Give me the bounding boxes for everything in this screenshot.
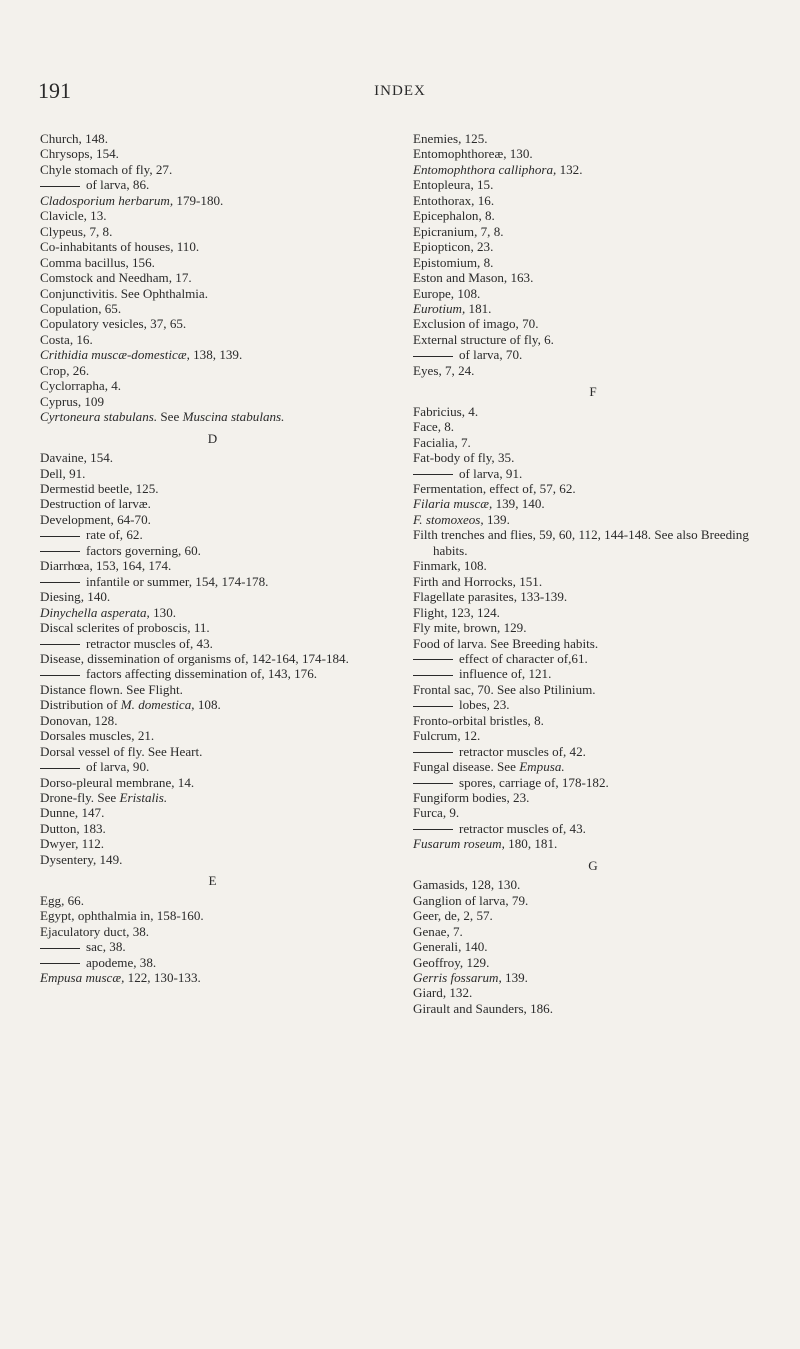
entry-text: Epiopticon, 23. (413, 239, 494, 255)
entry-text: 179-180. (173, 192, 224, 208)
entry-text: Epistomium, 8. (413, 254, 494, 270)
entry-italic-text: Entomophthora calliphora, (413, 161, 557, 177)
entry-text: Fungiform bodies, 23. (413, 790, 530, 806)
entry-text: Entopleura, 15. (413, 177, 494, 193)
index-column-right (413, 131, 773, 1016)
index-entry (40, 775, 385, 790)
index-entry (413, 512, 773, 527)
index-entry (413, 301, 773, 316)
entry-text: Ejaculatory duct, 38. (40, 923, 150, 939)
index-entry (413, 316, 773, 331)
entry-text: influence of, 121. (459, 666, 552, 682)
entry-text: Face, 8. (413, 419, 455, 435)
index-entry (413, 924, 773, 939)
entry-text: Girault and Saunders, 186. (413, 1000, 554, 1016)
entry-text: Chrysops, 154. (40, 146, 119, 162)
index-entry (40, 682, 385, 697)
index-entry (413, 286, 773, 301)
index-entry (40, 378, 385, 393)
entry-text: Egypt, ophthalmia in, 158-160. (40, 908, 204, 924)
index-entry (413, 558, 773, 573)
entry-text: Davaine, 154. (40, 450, 114, 466)
entry-text: lobes, 23. (459, 697, 510, 713)
index-entry (40, 286, 385, 301)
index-entry (413, 419, 773, 434)
index-entry (40, 852, 385, 867)
ditto-dash (40, 551, 80, 552)
entry-text: Dwyer, 112. (40, 836, 105, 852)
index-entry (40, 893, 385, 908)
index-entry (40, 836, 385, 851)
entry-text: Clypeus, 7, 8. (40, 223, 113, 239)
entry-text: Ganglion of larva, 79. (413, 892, 529, 908)
entry-text: Church, 148. (40, 131, 109, 146)
entry-text: 132. (556, 161, 583, 177)
entry-text: Fungal disease. See (413, 759, 520, 775)
entry-text: 181. (465, 300, 492, 316)
entry-text: of larva, 90. (86, 759, 150, 775)
entry-text: retractor muscles of, 43. (459, 820, 586, 836)
entry-italic-text: Filaria muscæ, (413, 496, 493, 512)
index-subentry (413, 651, 773, 666)
index-entry (413, 728, 773, 743)
ditto-dash (40, 536, 80, 537)
index-entry (413, 208, 773, 223)
entry-text: Distance flown. See Flight. (40, 681, 183, 697)
index-entry (413, 404, 773, 419)
entry-text: Diesing, 140. (40, 589, 111, 605)
entry-text: rate of, 62. (86, 527, 143, 543)
index-entry (40, 394, 385, 409)
index-entry (40, 558, 385, 573)
entry-text: Finmark, 108. (413, 558, 487, 574)
index-subentry (413, 466, 773, 481)
entry-text: 138, 139. (189, 347, 243, 363)
entry-text: See (157, 409, 183, 425)
ditto-dash (40, 644, 80, 645)
entry-text: 122, 130-133. (124, 970, 201, 986)
index-subentry (40, 527, 385, 542)
entry-text: Exclusion of imago, 70. (413, 316, 539, 332)
index-entry (413, 255, 773, 270)
index-entry (413, 985, 773, 1000)
entry-text: Dunne, 147. (40, 805, 105, 821)
entry-text: Drone-fly. See (40, 790, 120, 806)
entry-text: Comma bacillus, 156. (40, 254, 155, 270)
entry-text: Cyprus, 109 (40, 393, 105, 409)
entry-text: apodeme, 38. (86, 954, 157, 970)
index-entry (40, 466, 385, 481)
entry-text: spores, carriage of, 178-182. (459, 774, 609, 790)
index-entry (40, 255, 385, 270)
index-subentry (413, 744, 773, 759)
index-entry (413, 131, 773, 146)
entry-text: Eyes, 7, 24. (413, 362, 475, 378)
ditto-dash (40, 963, 80, 964)
entry-text: Geer, de, 2, 57. (413, 908, 493, 924)
entry-text: Fronto-orbital bristles, 8. (413, 712, 544, 728)
entry-text: Giard, 132. (413, 985, 473, 1001)
entry-text: Dermestid beetle, 125. (40, 480, 159, 496)
entry-italic-text: Muscina stabulans. (182, 409, 285, 425)
entry-italic-text: Eristalis. (119, 790, 168, 806)
entry-text: Dorso-pleural membrane, 14. (40, 774, 195, 790)
entry-italic-text: Fusarum roseum, (413, 836, 505, 852)
entry-text: Entomophthoreæ, 130. (413, 146, 533, 162)
index-entry (40, 970, 385, 985)
index-entry (413, 1001, 773, 1016)
index-entry (413, 146, 773, 161)
entry-text: Facialia, 7. (413, 434, 471, 450)
index-entry (413, 270, 773, 285)
index-entry (40, 347, 385, 362)
index-entry (413, 908, 773, 923)
entry-text: Diarrhœa, 153, 164, 174. (40, 558, 172, 574)
entry-text: Food of larva. See Breeding habits. (413, 635, 599, 651)
ditto-dash (413, 829, 453, 830)
entry-text: Crop, 26. (40, 362, 90, 378)
entry-text: effect of character of,61. (459, 650, 588, 666)
index-entry (40, 316, 385, 331)
entry-text: of larva, 70. (459, 347, 523, 363)
entry-text: Genae, 7. (413, 923, 463, 939)
ditto-dash (40, 675, 80, 676)
entry-text: Development, 64-70. (40, 511, 151, 527)
page-title: INDEX (374, 83, 426, 99)
entry-text: retractor muscles of, 42. (459, 743, 586, 759)
index-entry (413, 450, 773, 465)
index-entry (40, 208, 385, 223)
entry-italic-text: Cladosporium herbarum, (40, 192, 174, 208)
entry-italic-text: Dinychella asperata, (40, 604, 150, 620)
index-entry (413, 527, 773, 558)
index-entry (40, 224, 385, 239)
index-subentry (40, 939, 385, 954)
entry-text: Costa, 16. (40, 331, 93, 347)
entry-text: sac, 38. (86, 939, 126, 955)
entry-text: Copulatory vesicles, 37, 65. (40, 316, 187, 332)
entry-text: Distribution of (40, 697, 121, 713)
entry-text: Destruction of larvæ. (40, 496, 151, 512)
index-entry (413, 435, 773, 450)
index-entry (40, 301, 385, 316)
entry-text: Co-inhabitants of houses, 110. (40, 239, 200, 255)
index-entry (413, 162, 773, 177)
index-entry (413, 790, 773, 805)
ditto-dash (413, 706, 453, 707)
ditto-dash (413, 356, 453, 357)
page-number: 191 (38, 78, 71, 103)
index-subentry (40, 636, 385, 651)
entry-text: Eston and Mason, 163. (413, 270, 534, 286)
page-header (0, 78, 800, 108)
index-entry (413, 363, 773, 378)
index-entry (413, 496, 773, 511)
entry-text: Egg, 66. (40, 892, 85, 908)
index-entry (40, 744, 385, 759)
index-entry (40, 496, 385, 511)
entry-text: factors affecting dissemination of, 143, 176. (86, 666, 318, 682)
entry-text: Fabricius, 4. (413, 403, 479, 419)
entry-text: Dutton, 183. (40, 820, 106, 836)
index-entry (40, 131, 385, 146)
section-letter: G (588, 857, 598, 873)
index-entry (40, 821, 385, 836)
entry-italic-text: Crithidia muscæ-domesticæ, (40, 347, 190, 363)
entry-text: Frontal sac, 70. See also Ptilinium. (413, 681, 596, 697)
index-entry (40, 620, 385, 635)
entry-text: Furca, 9. (413, 805, 460, 821)
index-subentry (40, 543, 385, 558)
entry-text: of larva, 91. (459, 465, 523, 481)
index-entry (40, 146, 385, 161)
entry-italic-text: F. stomoxeos, (413, 511, 484, 527)
entry-text: Firth and Horrocks, 151. (413, 573, 543, 589)
index-entry (413, 713, 773, 728)
entry-text: factors governing, 60. (86, 542, 201, 558)
index-entry (40, 605, 385, 620)
index-subentry (40, 759, 385, 774)
entry-text: Comstock and Needham, 17. (40, 270, 192, 286)
section-letter: F (589, 384, 597, 400)
index-entry (413, 682, 773, 697)
index-subentry (413, 666, 773, 681)
ditto-dash (40, 948, 80, 949)
entry-text: infantile or summer, 154, 174-178. (86, 573, 269, 589)
index-subentry (413, 697, 773, 712)
index-entry (413, 574, 773, 589)
index-entry (40, 450, 385, 465)
entry-text: Fermentation, effect of, 57, 62. (413, 480, 576, 496)
entry-text: Europe, 108. (413, 285, 481, 301)
entry-text: Fulcrum, 12. (413, 728, 481, 744)
entry-italic-text: Eurotium, (413, 300, 466, 316)
index-entry (40, 239, 385, 254)
index-entry (40, 908, 385, 923)
index-subentry (413, 347, 773, 362)
entry-text: 139. (501, 970, 528, 986)
ditto-dash (40, 582, 80, 583)
entry-text: Entothorax, 16. (413, 192, 495, 208)
entry-text: Donovan, 128. (40, 712, 118, 728)
index-entry (40, 363, 385, 378)
ditto-dash (413, 474, 453, 475)
index-entry (40, 270, 385, 285)
index-entry (413, 877, 773, 892)
index-entry (413, 589, 773, 604)
index-subentry (40, 666, 385, 681)
entry-text: Clavicle, 13. (40, 208, 107, 224)
ditto-dash (413, 752, 453, 753)
entry-text: Filth trenches and flies, 59, 60, 112, 144-148. See also Breeding habits. (413, 527, 749, 558)
ditto-dash (40, 186, 80, 187)
index-entry (413, 759, 773, 774)
entry-text: Chyle stomach of fly, 27. (40, 161, 173, 177)
index-entry (40, 332, 385, 347)
entry-text: Dell, 91. (40, 465, 86, 481)
index-subentry (413, 775, 773, 790)
entry-text: Geoffroy, 129. (413, 954, 490, 970)
index-entry (40, 713, 385, 728)
entry-italic-text: Gerris fossarum, (413, 970, 502, 986)
index-entry (413, 620, 773, 635)
index-column-left (40, 131, 385, 985)
index-entry (40, 805, 385, 820)
entry-text: 130. (149, 604, 177, 620)
entry-text: Gamasids, 128, 130. (413, 877, 521, 893)
index-entry (413, 332, 773, 347)
ditto-dash (413, 783, 453, 784)
index-entry (413, 481, 773, 496)
entry-text: 139. (483, 511, 510, 527)
entry-text: Generali, 140. (413, 939, 488, 955)
index-entry (413, 177, 773, 192)
index-entry (40, 924, 385, 939)
entry-text: Flagellate parasites, 133-139. (413, 589, 568, 605)
entry-text: Epicranium, 7, 8. (413, 223, 504, 239)
index-entry (40, 651, 385, 666)
index-entry (413, 805, 773, 820)
index-entry (413, 836, 773, 851)
ditto-dash (413, 675, 453, 676)
index-entry (40, 409, 385, 424)
entry-text: Conjunctivitis. See Ophthalmia. (40, 285, 209, 301)
entry-italic-text: Empusa muscæ, (40, 970, 125, 986)
ditto-dash (40, 768, 80, 769)
index-entry (413, 955, 773, 970)
index-subentry (40, 177, 385, 192)
index-subentry (40, 955, 385, 970)
entry-text: 139, 140. (492, 496, 545, 512)
entry-text: Epicephalon, 8. (413, 208, 495, 224)
entry-text: 108. (194, 697, 221, 713)
entry-text: Fly mite, brown, 129. (413, 620, 527, 636)
entry-text: retractor muscles of, 43. (86, 635, 213, 651)
index-entry (413, 605, 773, 620)
index-entry (40, 481, 385, 496)
index-entry (40, 697, 385, 712)
index-subentry (40, 574, 385, 589)
entry-text: External structure of fly, 6. (413, 331, 554, 347)
index-entry (413, 970, 773, 985)
entry-italic-text: M. domestica, (120, 697, 195, 713)
entry-text: Disease, dissemination of organisms of, 142-164, 174-184. (40, 650, 349, 666)
index-entry (413, 224, 773, 239)
entry-text: Flight, 123, 124. (413, 604, 500, 620)
entry-text: Dorsal vessel of fly. See Heart. (40, 743, 203, 759)
entry-text: Enemies, 125. (413, 131, 488, 146)
entry-text: Cyclorrapha, 4. (40, 378, 122, 394)
index-entry (40, 193, 385, 208)
section-letter: D (207, 430, 218, 446)
index-entry (40, 728, 385, 743)
entry-text: Dorsales muscles, 21. (40, 728, 155, 744)
entry-text: 180, 181. (504, 836, 558, 852)
index-entry (413, 193, 773, 208)
ditto-dash (413, 659, 453, 660)
entry-text: Discal sclerites of proboscis, 11. (40, 620, 210, 636)
index-entry (413, 636, 773, 651)
entry-italic-text: Cyrtoneura stabulans. (40, 409, 158, 425)
index-entry (40, 589, 385, 604)
index-entry (413, 893, 773, 908)
index-entry (40, 162, 385, 177)
index-entry (413, 239, 773, 254)
index-entry (40, 512, 385, 527)
entry-text: Copulation, 65. (40, 300, 122, 316)
entry-text: of larva, 86. (86, 177, 150, 193)
entry-text: Dysentery, 149. (40, 851, 123, 867)
entry-italic-text: Empusa. (519, 759, 565, 775)
entry-text: Fat-body of fly, 35. (413, 450, 515, 466)
index-subentry (413, 821, 773, 836)
index-entry (413, 939, 773, 954)
section-letter: E (208, 873, 217, 889)
index-entry (40, 790, 385, 805)
